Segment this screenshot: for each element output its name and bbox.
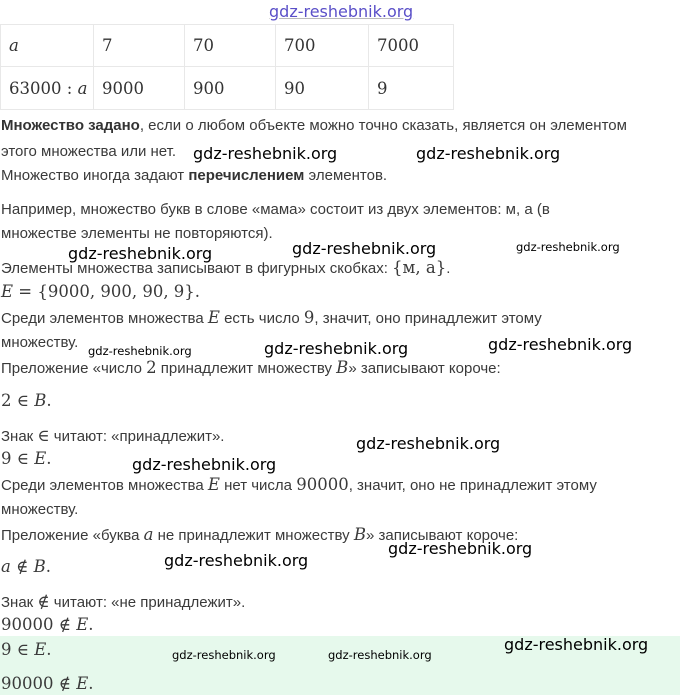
math-var: E — [207, 475, 220, 494]
paragraph-member-line2: множеству. — [1, 334, 79, 351]
text-span: Знак — [1, 428, 38, 445]
text-span: читают: «принадлежит». — [49, 428, 225, 445]
watermark: gdz-reshebnik.org — [292, 239, 437, 258]
text-span: Среди элементов множества — [1, 477, 208, 494]
table-cell: 900 — [185, 67, 276, 110]
text-span: » записывают короче: — [348, 360, 501, 377]
watermark: gdz-reshebnik.org — [132, 455, 277, 474]
watermark: gdz-reshebnik.org — [328, 648, 432, 662]
table-cell — [1, 67, 94, 110]
watermark: gdz-reshebnik.org — [416, 144, 561, 163]
watermark: gdz-reshebnik.org — [504, 635, 649, 654]
text-span: Преложение «число — [1, 360, 147, 377]
text-span: » записывают короче: — [365, 527, 519, 544]
math-var: E — [207, 308, 220, 327]
paragraph-member — [1, 308, 542, 329]
math-var: B — [33, 557, 46, 576]
watermark: gdz-reshebnik.org — [164, 551, 309, 570]
paragraph-not-member-line2: множеству. — [1, 501, 79, 518]
math-symbol: ∉ — [10, 557, 34, 576]
text-span: есть число — [219, 310, 304, 327]
watermark: gdz-reshebnik.org — [388, 539, 533, 558]
math-var: E — [34, 640, 47, 659]
math-span: . — [45, 557, 51, 576]
math-var: B — [336, 358, 349, 377]
text-span: Среди элементов множества — [1, 310, 208, 327]
math-var: B — [34, 391, 47, 410]
math-var: E — [34, 449, 47, 468]
table-cell: 9 — [369, 67, 454, 110]
text-span: Преложение «буква — [1, 527, 144, 544]
text-span: Знак — [1, 594, 38, 611]
text-span: , значит, оно не принадлежит этому — [348, 477, 597, 494]
table-cell: 700 — [276, 25, 369, 67]
text-span: Элементы множества записывают в фигурных скобках: — [1, 260, 393, 277]
watermark: gdz-reshebnik.org — [68, 244, 213, 263]
text-span: . — [446, 260, 451, 277]
paragraph-enumeration — [1, 166, 387, 186]
equation-set-e — [1, 282, 200, 302]
paragraph-definition-line2: этого множества или нет. — [1, 143, 177, 160]
text-span: читают: «не принадлежит». — [49, 594, 246, 611]
paragraph-not-member — [1, 475, 597, 496]
table-cell: 7 — [94, 25, 185, 67]
table-cell: 7000 — [369, 25, 454, 67]
watermark-link[interactable]: gdz-reshebnik.org — [269, 2, 414, 21]
math-symbol: ∈ — [37, 426, 50, 445]
term-bold: Множество задано — [1, 117, 140, 134]
paragraph-sign-not-in — [1, 592, 245, 613]
math-var: a — [1, 557, 11, 576]
math-span: = {9000, 900, 90, 9}. — [13, 282, 201, 301]
math-span: . — [88, 615, 94, 634]
math-var: E — [1, 282, 14, 301]
watermark: gdz-reshebnik.org — [264, 339, 409, 358]
text-span: , значит, оно принадлежит этому — [314, 310, 542, 327]
math-span: . — [88, 674, 94, 693]
values-table — [0, 24, 454, 110]
paragraph-sentence-in — [1, 358, 501, 379]
watermark: gdz-reshebnik.org — [172, 648, 276, 662]
watermark: gdz-reshebnik.org — [88, 344, 192, 358]
table-row — [1, 67, 454, 110]
math-span: 90000 ∉ — [1, 674, 77, 693]
watermark: gdz-reshebnik.org — [356, 434, 501, 453]
math-set: {м, а} — [392, 258, 447, 277]
text-span: Множество иногда задают — [1, 167, 189, 184]
paragraph-definition — [1, 116, 627, 136]
text-span: нет числа — [219, 477, 297, 494]
cell-variable: a — [77, 78, 88, 98]
table-row — [1, 25, 454, 67]
table-cell: 90 — [276, 67, 369, 110]
cell-separator: : — [61, 78, 78, 98]
table-cell: 9000 — [94, 67, 185, 110]
term-bold: перечислением — [188, 167, 305, 184]
math-var: E — [76, 674, 89, 693]
text-span: не принадлежит множеству — [153, 527, 354, 544]
equation-a-not-in-b — [1, 557, 51, 577]
watermark: gdz-reshebnik.org — [516, 240, 620, 254]
math-span: 9 ∈ — [1, 449, 35, 468]
text-span: принадлежит множеству — [156, 360, 337, 377]
answer-9-in-e — [1, 640, 52, 660]
math-span: 2 ∈ — [1, 391, 35, 410]
answer-90000-not-in-e — [1, 674, 94, 694]
math-num: 90000 — [296, 475, 349, 494]
paragraph-example-line2: множестве элементы не повторяются). — [1, 225, 273, 242]
equation-90000-not-in-e — [1, 615, 94, 635]
equation-2-in-b — [1, 391, 52, 411]
math-var: B — [353, 525, 366, 544]
math-span: 9 ∈ — [1, 640, 35, 659]
equation-9-in-e — [1, 449, 52, 469]
cell-number: 63000 — [9, 78, 62, 98]
watermark: gdz-reshebnik.org — [488, 335, 633, 354]
math-symbol: ∉ — [37, 592, 50, 611]
table-cell: 70 — [185, 25, 276, 67]
math-span: . — [46, 391, 52, 410]
math-var: a — [143, 525, 154, 544]
math-span: . — [46, 449, 52, 468]
math-span: . — [46, 640, 52, 659]
table-cell: a — [1, 25, 94, 67]
math-span: 90000 ∉ — [1, 615, 77, 634]
paragraph-sign-in — [1, 426, 224, 447]
text-span: элементов. — [304, 167, 388, 184]
math-var: E — [76, 615, 89, 634]
text-span: , если о любом объекте можно точно сказать, является он элементом — [139, 117, 627, 134]
watermark: gdz-reshebnik.org — [193, 144, 338, 163]
math-num: 9 — [303, 308, 315, 327]
paragraph-example: Например, множество букв в слове «мама» состоит из двух элементов: м, а (в — [1, 201, 550, 218]
math-num: 2 — [146, 358, 157, 377]
